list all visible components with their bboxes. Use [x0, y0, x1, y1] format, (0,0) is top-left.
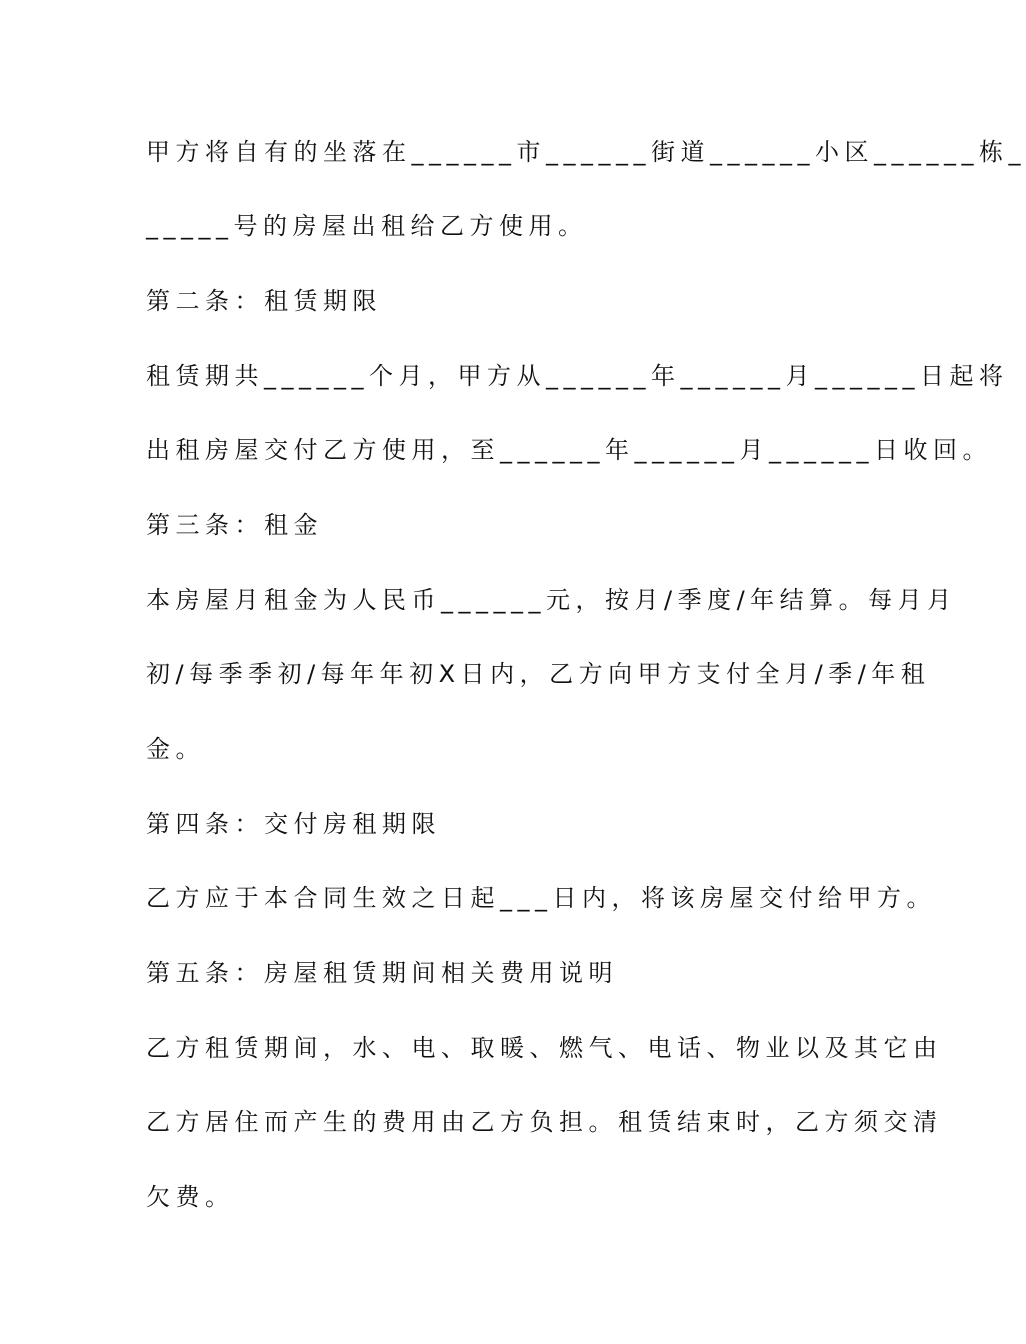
paragraph-line-rent-end: 金。 [146, 735, 205, 763]
paragraph-line-expenses: 乙方租赁期间，水、电、取暖、燃气、电话、物业以及其它由 [146, 1034, 943, 1062]
paragraph-line-lease-term-cont: 出租房屋交付乙方使用，至______年______月______日收回。 [146, 436, 992, 464]
paragraph-line-property-location-cont: _____号的房屋出租给乙方使用。 [146, 212, 588, 240]
section-heading-lease-term: 第二条：租赁期限 [146, 287, 382, 315]
paragraph-line-expenses-cont: 乙方居住而产生的费用由乙方负担。租赁结束时，乙方须交清 [146, 1108, 943, 1136]
section-heading-delivery-term: 第四条：交付房租期限 [146, 810, 441, 838]
section-heading-expenses: 第五条：房屋租赁期间相关费用说明 [146, 959, 618, 987]
section-heading-rent: 第三条：租金 [146, 511, 323, 539]
paragraph-line-rent: 本房屋月租金为人民币______元，按月/季度/年结算。每月月 [146, 586, 957, 614]
paragraph-line-delivery-term: 乙方应于本合同生效之日起___日内，将该房屋交付给甲方。 [146, 884, 936, 912]
paragraph-line-lease-term: 租赁期共______个月，甲方从______年______月______日起将 [146, 362, 1009, 390]
paragraph-line-property-location: 甲方将自有的坐落在______市______街道______小区______栋_ [146, 138, 1026, 166]
paragraph-line-expenses-end: 欠费。 [146, 1183, 235, 1211]
paragraph-line-rent-cont: 初/每季季初/每年年初X日内，乙方向甲方支付全月/季/年租 [146, 660, 931, 688]
